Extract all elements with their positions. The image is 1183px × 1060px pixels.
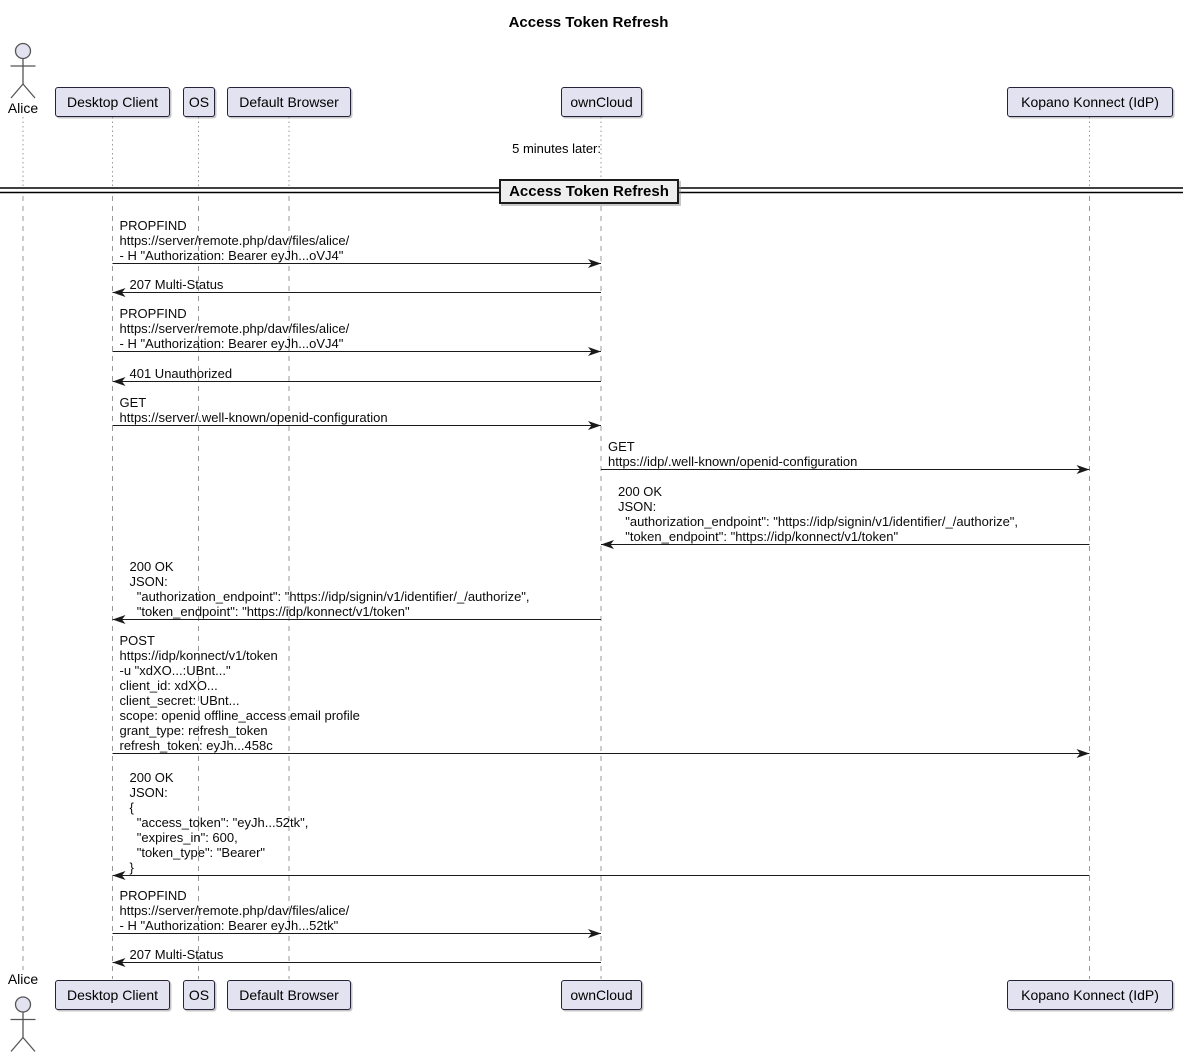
participant-default-browser-top: Default Browser	[227, 87, 351, 117]
message-label-5	[608, 439, 857, 469]
message-line: "token_endpoint": "https://idp/konnect/v1/token"	[618, 529, 899, 544]
message-line: 207 Multi-Status	[129, 947, 224, 962]
message-label-3	[130, 366, 233, 381]
message-line: "access_token": "eyJh...52tk",	[129, 815, 309, 830]
message-line: - H "Authorization: Bearer eyJh...oVJ4"	[119, 336, 344, 351]
page-title: Access Token Refresh	[508, 14, 669, 31]
message-line: "token_endpoint": "https://idp/konnect/v1/token"	[129, 604, 410, 619]
participant-default-browser-bottom: Default Browser	[227, 980, 351, 1010]
message-line: https://server/remote.php/dav/files/alice/	[119, 233, 350, 248]
message-label-0	[120, 218, 350, 263]
message-line: 200 OK	[129, 559, 174, 574]
actor-head	[16, 44, 31, 59]
message-line: PROPFIND	[119, 218, 187, 233]
message-line: }	[129, 860, 134, 875]
divider-label: Access Token Refresh	[499, 179, 679, 204]
message-label-7	[130, 559, 530, 619]
message-label-9	[130, 770, 309, 875]
message-line: {	[129, 800, 134, 815]
participant-desktop-client-bottom: Desktop Client	[55, 980, 170, 1010]
message-label-11	[130, 947, 224, 962]
message-label-1	[130, 277, 224, 292]
message-line: "authorization_endpoint": "https://idp/signin/v1/identifier/_/authorize",	[618, 514, 1019, 529]
message-line: https://server/remote.php/dav/files/alice/	[119, 321, 350, 336]
message-line: JSON:	[618, 499, 657, 514]
participant-owncloud-top: ownCloud	[561, 87, 642, 117]
message-line: 401 Unauthorized	[129, 366, 233, 381]
message-line: PROPFIND	[119, 888, 187, 903]
message-line: - H "Authorization: Bearer eyJh...52tk"	[119, 918, 339, 933]
message-line: JSON:	[129, 785, 168, 800]
participant-os-bottom: OS	[183, 980, 215, 1010]
participant-owncloud-bottom: ownCloud	[561, 980, 642, 1010]
actor-figure-alice-top	[11, 44, 36, 99]
message-line: -u "xdXO...:UBnt..."	[119, 663, 231, 678]
actor-leg-left	[11, 84, 23, 98]
message-line: 200 OK	[618, 484, 663, 499]
message-line: grant_type: refresh_token	[119, 723, 268, 738]
actor-figure-alice-bottom	[11, 997, 36, 1052]
message-line: - H "Authorization: Bearer eyJh...oVJ4"	[119, 248, 344, 263]
message-label-8	[120, 633, 360, 753]
message-line: https://idp/konnect/v1/token	[119, 648, 278, 663]
message-line: 200 OK	[129, 770, 174, 785]
message-line: PROPFIND	[119, 306, 187, 321]
actor-label-alice-bottom: Alice	[7, 971, 39, 987]
actor-leg-left	[11, 1038, 23, 1052]
actor-head	[16, 997, 31, 1012]
message-line: refresh_token: eyJh...458c	[119, 738, 273, 753]
actor-leg-right	[23, 1038, 35, 1052]
message-line: POST	[119, 633, 155, 648]
participant-os-top: OS	[183, 87, 215, 117]
message-label-10	[120, 888, 350, 933]
message-line: "expires_in": 600,	[129, 830, 238, 845]
message-line: "authorization_endpoint": "https://idp/signin/v1/identifier/_/authorize",	[129, 589, 530, 604]
actor-label-alice-top: Alice	[7, 100, 39, 116]
message-line: JSON:	[129, 574, 168, 589]
message-line: "token_type": "Bearer"	[129, 845, 266, 860]
message-label-2	[120, 306, 350, 351]
message-line: https://idp/.well-known/openid-configuration	[608, 454, 858, 469]
participant-kopano-top: Kopano Konnect (IdP)	[1007, 87, 1173, 117]
participant-desktop-client-top: Desktop Client	[55, 87, 170, 117]
message-line: client_secret: UBnt...	[119, 693, 240, 708]
message-label-6	[618, 484, 1018, 544]
delay-note: 5 minutes later:	[512, 141, 601, 156]
participant-kopano-bottom: Kopano Konnect (IdP)	[1007, 980, 1173, 1010]
message-line: GET	[119, 395, 147, 410]
message-line: 207 Multi-Status	[129, 277, 224, 292]
message-line: scope: openid offline_access email profile	[119, 708, 360, 723]
message-line: https://server/remote.php/dav/files/alice/	[119, 903, 350, 918]
message-line: GET	[608, 439, 635, 454]
message-line: client_id: xdXO...	[119, 678, 218, 693]
message-label-4	[120, 395, 388, 425]
actor-leg-right	[23, 84, 35, 98]
message-line: https://server/.well-known/openid-configuration	[119, 410, 388, 425]
